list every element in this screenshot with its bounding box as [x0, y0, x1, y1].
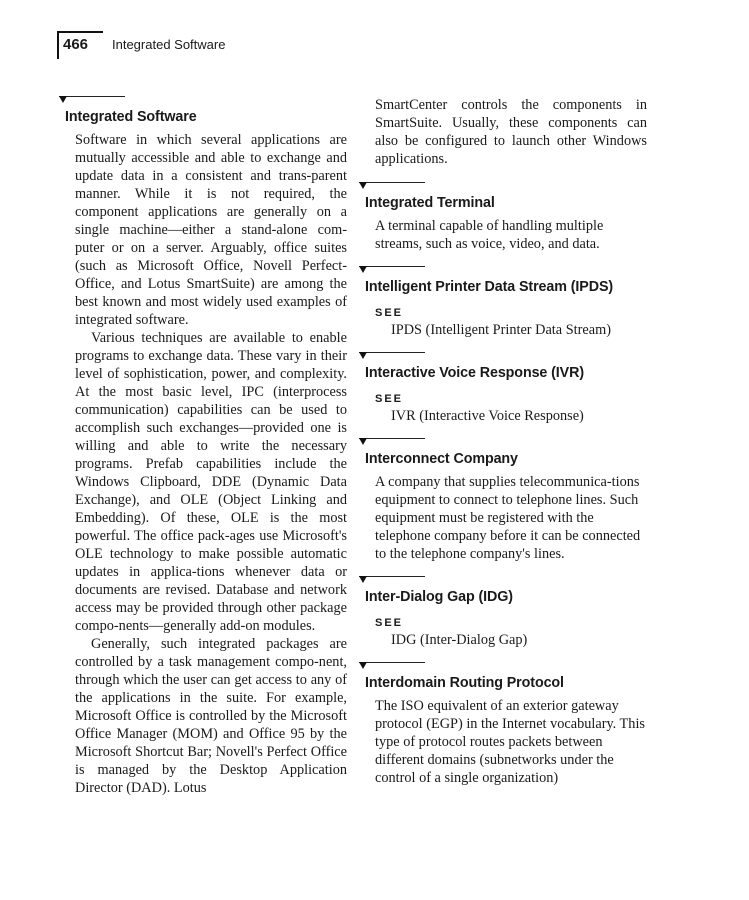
entry-marker — [359, 662, 429, 671]
triangle-down-icon — [359, 576, 367, 583]
entry-term: Intelligent Printer Data Stream (IPDS) — [365, 279, 614, 295]
entry-marker — [359, 438, 429, 447]
see-label: SEE — [375, 307, 404, 319]
glossary-entry — [357, 266, 647, 339]
entry-paragraph: Generally, such integrated packages are controlled by a task management compo-nent, through which the user can get access to any of the applications in the suite. For example, Microsoft Office is controlled by the Microsoft Office Manager (MOM) and Office 95 by the Microsoft Shortcut Bar; Novell's Perfect Office is managed by the Desktop Application Director (DAD). Lotus — [75, 636, 347, 796]
entry-definition: A terminal capable of handling multiple streams, such as voice, video, and data. — [375, 218, 604, 252]
glossary-entry — [357, 182, 647, 253]
glossary-entry — [357, 352, 647, 425]
entry-marker — [359, 182, 429, 191]
glossary-entry — [357, 576, 647, 649]
triangle-down-icon — [359, 662, 367, 669]
continued-paragraph: SmartCenter controls the components in SmartSuite. Usually, these components can also be configured to launch other Windows applications. — [375, 97, 647, 167]
glossary-entry — [57, 96, 347, 797]
entry-term: Interconnect Company — [365, 451, 518, 467]
entry-marker — [59, 96, 129, 105]
entry-definition: The ISO equivalent of an exterior gateway protocol (EGP) in the Internet vocabulary. This type of protocol routes packets between different domains (subnetworks under the control of a single organization) — [375, 698, 645, 786]
glossary-entry — [357, 438, 647, 563]
triangle-down-icon — [359, 438, 367, 445]
entry-marker — [359, 266, 429, 275]
triangle-down-icon — [359, 352, 367, 359]
entry-term: Interactive Voice Response (IVR) — [365, 365, 585, 381]
entry-marker — [359, 576, 429, 585]
see-reference: IVR (Interactive Voice Response) — [391, 408, 584, 424]
glossary-entry — [357, 662, 647, 787]
right-column — [357, 96, 647, 800]
entry-definition: A company that supplies telecommunica-tions equipment to connect to telephone lines. Such equipment must be registered with the telephone company before it can be connected to the telephone company's lines. — [375, 474, 641, 562]
page-number: 466 — [63, 36, 89, 53]
entry-paragraph: Software in which several applications are mutually accessible and able to exchange and update data in a consistent and trans-parent manner. While it is not required, the component applications are generally on a single machine—either a stand-alone com-puter or on a server. Arguably, office suites (such as Microsoft Office, Novell Perfect-Office, and Lotus SmartSuite) are among the best known and most widely used examples of integrated software. — [75, 132, 347, 328]
entry-term: Interdomain Routing Protocol — [365, 675, 564, 691]
see-label: SEE — [375, 393, 404, 405]
running-head: Integrated Software — [112, 37, 226, 52]
header-rule-vertical — [57, 31, 59, 59]
entry-term: Integrated Terminal — [365, 195, 495, 211]
entry-term: Integrated Software — [65, 109, 197, 125]
entry-marker — [359, 352, 429, 361]
header-rule-horizontal — [57, 31, 103, 33]
see-label: SEE — [375, 617, 404, 629]
entry-paragraph: Various techniques are available to enable programs to exchange data. These vary in their level of sophistication, power, and complexity. At the most basic level, IPC (interprocess communication) capabilities can be used to accomplish such exchanges—provided one is willing and able to write the necessary programs. Prefab capabilities include the Windows Clipboard, DDE (Dynamic Data Exchange), and OLE (Object Linking and Embedding). Of these, OLE is the most powerful. The office pack-ages use Microsoft's OLE technology to make possible automatic updates in applica-tions whenever data or documents are revised. Database and network access may be provided through other package compo-nents—generally add-on modules. — [75, 330, 347, 634]
see-reference: IPDS (Intelligent Printer Data Stream) — [391, 322, 611, 338]
triangle-down-icon — [359, 182, 367, 189]
left-column — [57, 96, 347, 810]
triangle-down-icon — [59, 96, 67, 103]
entry-term: Inter-Dialog Gap (IDG) — [365, 589, 513, 605]
see-reference: IDG (Inter-Dialog Gap) — [391, 632, 528, 648]
triangle-down-icon — [359, 266, 367, 273]
